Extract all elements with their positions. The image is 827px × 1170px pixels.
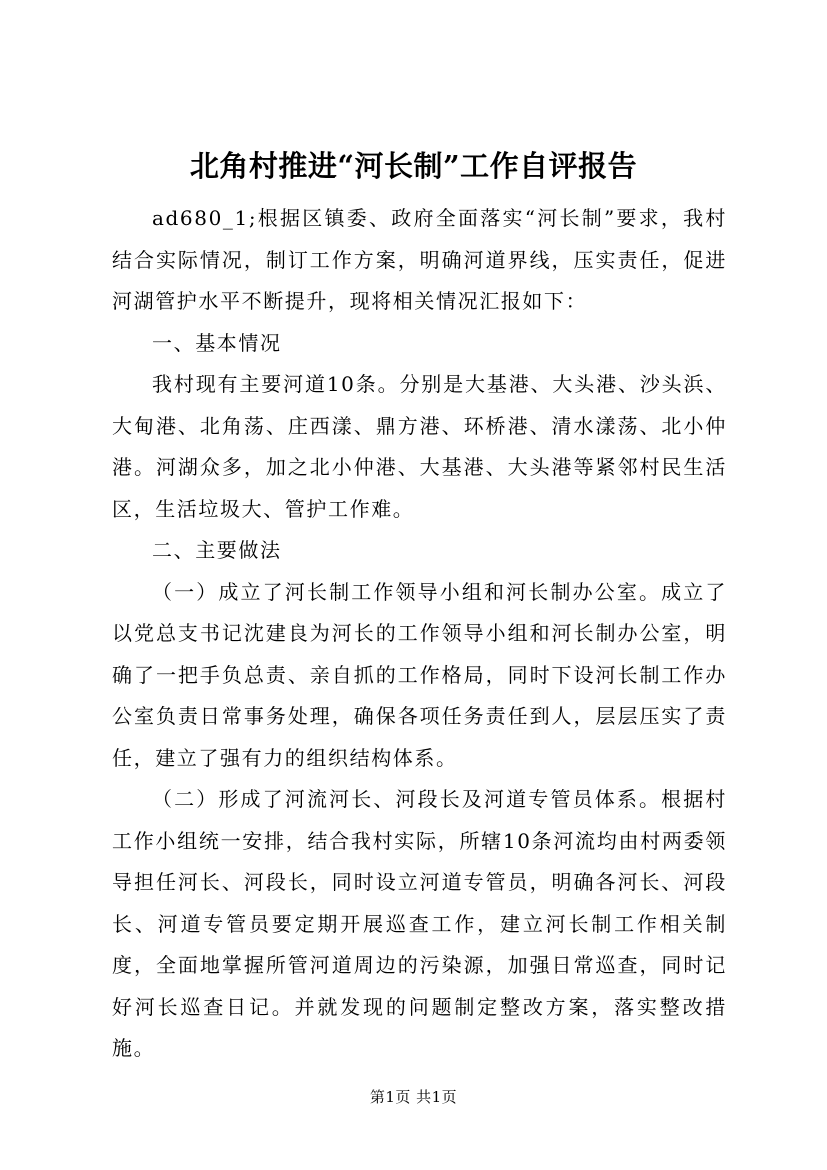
basic-situation-paragraph: 我村现有主要河道10条。分别是大基港、大头港、沙头浜、大甸港、北角荡、庄西漾、鼎方港、环桥港、清水漾荡、北小仲港。河湖众多，加之北小仲港、大基港、大头港等紧邻村民生活区，生活垃圾大、管护工作难。 xyxy=(112,372,727,521)
section-heading-basic: 一、基本情况 xyxy=(152,330,282,355)
document-title: 北角村推进“河长制”工作自评报告 xyxy=(189,149,638,183)
practice-paragraph-2: （二）形成了河流河长、河段长及河道专管员体系。根据村工作小组统一安排，结合我村实际，所辖10条河流均由村两委领导担任河长、河段长，同时设立河道专管员，明确各河长、河段长、河道专管员要定期开展巡查工作，建立河长制工作相关制度，全面地掌握所管河道周边的污染源，加强日常巡查，同时记好河长巡查日记。并就发现的问题制定整改方案，落实整改措施。 xyxy=(112,787,727,1060)
page-footer: 第1页 共1页 xyxy=(369,1088,458,1106)
section-heading-practices: 二、主要做法 xyxy=(152,538,282,562)
practice-paragraph-1: （一）成立了河长制工作领导小组和河长制办公室。成立了以党总支书记沈建良为河长的工作领导小组和河长制办公室，明确了一把手负总责、亲自抓的工作格局，同时下设河长制工作办公室负责日常事务处理，确保各项任务责任到人，层层压实了责任，建立了强有力的组织结构体系。 xyxy=(112,579,727,770)
document-body xyxy=(112,198,727,1070)
intro-paragraph: ad680_1;根据区镇委、政府全面落实“河长制”要求，我村结合实际情况，制订工作方案，明确河道界线，压实责任，促进河湖管护水平不断提升，现将相关情况汇报如下： xyxy=(112,206,727,313)
